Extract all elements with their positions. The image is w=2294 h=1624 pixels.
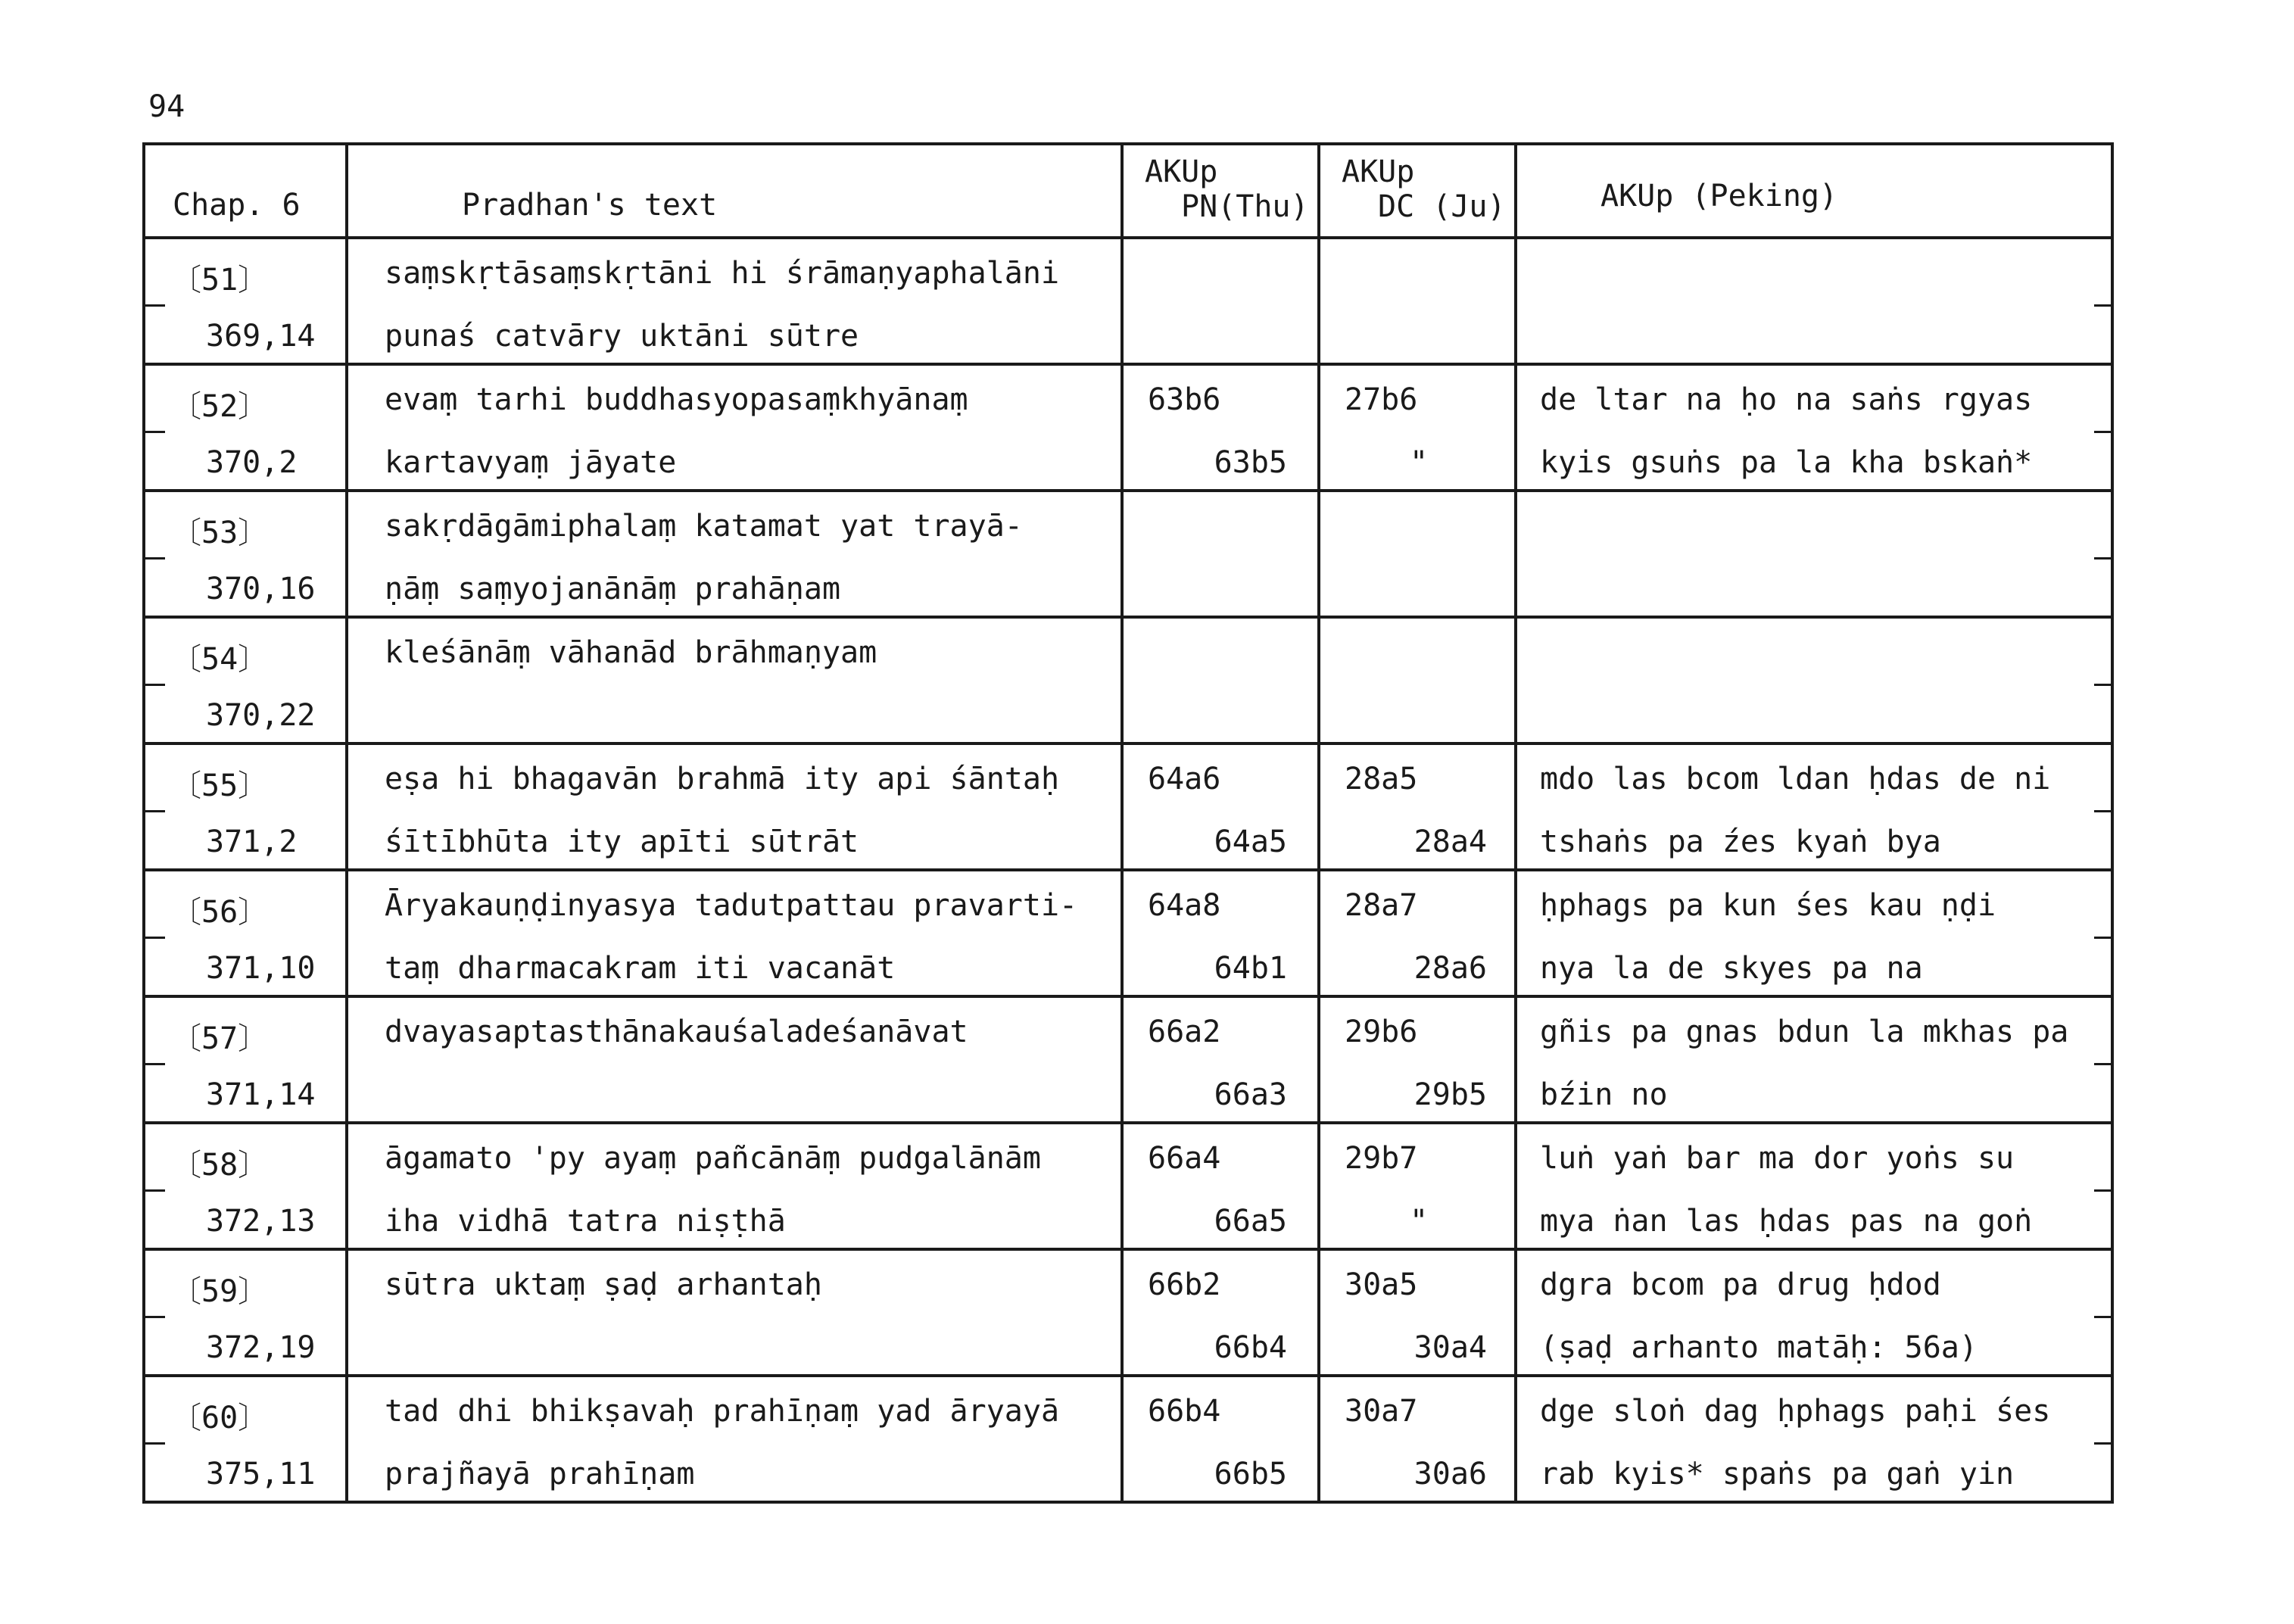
section-number: 〔57〕 (171, 1021, 269, 1056)
text-line-1: sūtra uktaṃ ṣaḍ arhantaḥ (385, 1267, 822, 1302)
page-line-ref: 371,14 (206, 1077, 316, 1112)
margin-tick (142, 304, 165, 307)
margin-tick (2094, 1189, 2114, 1192)
dc-ref-1: 28a5 (1345, 762, 1418, 796)
chap-cell (144, 1123, 347, 1249)
tibetan-line-2: nya la de skyes pa na (1540, 951, 1923, 986)
text-line-2: śītībhūta ity apīti sūtrāt (385, 824, 859, 859)
text-line-1: Āryakauṇḍinyasya tadutpattau pravarti- (385, 888, 1078, 923)
pradhan-text-cell (347, 364, 1122, 491)
margin-tick (2094, 1442, 2114, 1445)
section-number: 〔60〕 (171, 1401, 269, 1435)
pn-ref-1: 66b2 (1148, 1267, 1221, 1302)
akup-pn-cell (1122, 870, 1319, 996)
tibetan-line-1: dgra bcom pa drug ḥdod (1540, 1267, 1941, 1302)
pn-ref-2: 66a3 (1214, 1077, 1287, 1112)
section-number: 〔52〕 (171, 389, 269, 424)
tibetan-line-2: mya ṅan las ḥdas pas na goṅ (1540, 1204, 2033, 1239)
dc-ref-1: 28a7 (1345, 888, 1418, 923)
tibetan-line-2: (ṣaḍ arhanto matāḥ: 56a) (1540, 1330, 1978, 1365)
dc-ref-2: " (1410, 1204, 1429, 1239)
tibetan-line-1: luṅ yaṅ bar ma dor yoṅs su (1540, 1141, 2015, 1176)
margin-tick (2094, 431, 2114, 433)
text-line-1: āgamato 'py ayaṃ pañcānāṃ pudgalānām (385, 1141, 1041, 1176)
pn-ref-2: 63b5 (1214, 445, 1287, 480)
akup-pn-cell (1122, 1123, 1319, 1249)
akup-peking-cell (1516, 870, 2112, 996)
section-number: 〔59〕 (171, 1274, 269, 1309)
pradhan-text-cell (347, 491, 1122, 617)
akup-peking-cell (1516, 743, 2112, 870)
pn-ref-1: 64a8 (1148, 888, 1221, 923)
text-line-1: eṣa hi bhagavān brahmā ity api śāntaḥ (385, 762, 1060, 796)
tibetan-line-1: dge sloṅ dag ḥphags paḥi śes (1540, 1394, 2051, 1429)
margin-tick (142, 1189, 165, 1192)
section-number: 〔51〕 (171, 263, 269, 298)
akup-pn-cell (1122, 1249, 1319, 1376)
dc-ref-1: 30a5 (1345, 1267, 1418, 1302)
chap-cell (144, 743, 347, 870)
dc-ref-1: 29b7 (1345, 1141, 1418, 1176)
margin-tick (2094, 557, 2114, 560)
akup-peking-cell (1516, 996, 2112, 1123)
pradhan-text-cell (347, 238, 1122, 364)
table-row (144, 364, 2112, 491)
margin-tick (2094, 684, 2114, 686)
tibetan-line-2: rab kyis* spaṅs pa gaṅ yin (1540, 1457, 2015, 1492)
pn-ref-2: 66a5 (1214, 1204, 1287, 1239)
page-line-ref: 369,14 (206, 319, 316, 354)
text-line-2: kartavyaṃ jāyate (385, 445, 677, 480)
pradhan-text-cell (347, 1376, 1122, 1502)
akup-pn-cell (1122, 1376, 1319, 1502)
pn-ref-2: 64b1 (1214, 951, 1287, 986)
dc-ref-2: 30a6 (1413, 1457, 1487, 1492)
akup-pn-cell (1122, 364, 1319, 491)
margin-tick (2094, 937, 2114, 939)
text-line-2: taṃ dharmacakram iti vacanāt (385, 951, 896, 986)
pn-ref-1: 64a6 (1148, 762, 1221, 796)
chap-cell (144, 364, 347, 491)
pn-ref-2: 64a5 (1214, 824, 1287, 859)
text-line-2: punaś catvāry uktāni sūtre (385, 319, 859, 354)
chap-cell (144, 617, 347, 743)
text-line-1: dvayasaptasthānakauśaladeśanāvat (385, 1015, 968, 1049)
akup-dc-cell (1319, 743, 1516, 870)
margin-tick (2094, 1063, 2114, 1065)
margin-tick (2094, 1316, 2114, 1318)
text-line-1: evaṃ tarhi buddhasyopasaṃkhyānaṃ (385, 382, 968, 417)
akup-dc-cell (1319, 1123, 1516, 1249)
chap-cell (144, 238, 347, 364)
header-pradhan-text: Pradhan's text (347, 144, 1122, 238)
section-number: 〔55〕 (171, 768, 269, 803)
header-chap: Chap. 6 (144, 144, 347, 238)
header-akup-peking: AKUp (Peking) (1516, 144, 2112, 238)
pn-ref-1: 66a4 (1148, 1141, 1221, 1176)
pradhan-text-cell (347, 1249, 1122, 1376)
text-line-2: ṇāṃ saṃyojanānāṃ prahāṇam (385, 572, 841, 606)
pn-ref-2: 66b5 (1214, 1457, 1287, 1492)
page-line-ref: 375,11 (206, 1457, 316, 1492)
page-line-ref: 370,16 (206, 572, 316, 606)
akup-peking-cell (1516, 238, 2112, 364)
page-line-ref: 371,10 (206, 951, 316, 986)
margin-tick (142, 1442, 165, 1445)
akup-peking-cell (1516, 617, 2112, 743)
section-number: 〔53〕 (171, 516, 269, 550)
akup-pn-cell (1122, 491, 1319, 617)
akup-pn-cell (1122, 996, 1319, 1123)
dc-ref-1: 30a7 (1345, 1394, 1418, 1429)
header-row (144, 144, 2112, 238)
text-line-2: prajñayā prahīṇam (385, 1457, 695, 1492)
dc-ref-2: 28a4 (1413, 824, 1487, 859)
margin-tick (142, 810, 165, 812)
margin-tick (142, 431, 165, 433)
margin-tick (142, 1316, 165, 1318)
chap-cell (144, 1249, 347, 1376)
tibetan-line-1: gñis pa gnas bdun la mkhas pa (1540, 1015, 2069, 1049)
text-line-1: tad dhi bhikṣavaḥ prahīṇaṃ yad āryayā (385, 1394, 1060, 1429)
akup-dc-cell (1319, 996, 1516, 1123)
text-line-1: kleśānāṃ vāhanād brāhmaṇyam (385, 635, 877, 670)
page-line-ref: 372,19 (206, 1330, 316, 1365)
akup-pn-cell (1122, 617, 1319, 743)
table-row (144, 1123, 2112, 1249)
akup-pn-cell (1122, 238, 1319, 364)
pradhan-text-cell (347, 870, 1122, 996)
dc-ref-2: " (1410, 445, 1429, 480)
page-line-ref: 372,13 (206, 1204, 316, 1239)
header-akup-dc: AKUp DC (Ju) (1319, 144, 1516, 238)
table-row (144, 1249, 2112, 1376)
table-row (144, 617, 2112, 743)
tibetan-line-1: ḥphags pa kun śes kau ṇḍi (1540, 888, 1996, 923)
chap-cell (144, 870, 347, 996)
pn-ref-1: 63b6 (1148, 382, 1221, 417)
tibetan-line-2: kyis gsuṅs pa la kha bskaṅ* (1540, 445, 2033, 480)
section-number: 〔56〕 (171, 895, 269, 930)
akup-peking-cell (1516, 1123, 2112, 1249)
akup-peking-cell (1516, 364, 2112, 491)
akup-dc-cell (1319, 617, 1516, 743)
page-line-ref: 370,2 (206, 445, 298, 480)
margin-tick (142, 557, 165, 560)
table-row (144, 491, 2112, 617)
akup-peking-cell (1516, 491, 2112, 617)
table-row (144, 996, 2112, 1123)
section-number: 〔58〕 (171, 1148, 269, 1183)
section-number: 〔54〕 (171, 642, 269, 677)
table-row (144, 1376, 2112, 1502)
concordance-table (142, 142, 2114, 1504)
text-line-1: sakṛdāgāmiphalaṃ katamat yat trayā- (385, 509, 1023, 544)
table-row (144, 238, 2112, 364)
text-line-2: iha vidhā tatra niṣṭhā (385, 1204, 786, 1239)
akup-peking-cell (1516, 1376, 2112, 1502)
tibetan-line-1: de ltar na ḥo na saṅs rgyas (1540, 382, 2033, 417)
akup-peking-cell (1516, 1249, 2112, 1376)
tibetan-line-1: mdo las bcom ldan ḥdas de ni (1540, 762, 2051, 796)
table-row (144, 743, 2112, 870)
margin-tick (142, 1063, 165, 1065)
tibetan-line-2: tshaṅs pa źes kyaṅ bya (1540, 824, 1941, 859)
tibetan-line-2: bźin no (1540, 1077, 1668, 1112)
header-akup-pn: AKUp PN(Thu) (1122, 144, 1319, 238)
pn-ref-1: 66b4 (1148, 1394, 1221, 1429)
chap-cell (144, 996, 347, 1123)
dc-ref-2: 28a6 (1413, 951, 1487, 986)
dc-ref-2: 30a4 (1413, 1330, 1487, 1365)
akup-dc-cell (1319, 1376, 1516, 1502)
pradhan-text-cell (347, 743, 1122, 870)
margin-tick (142, 684, 165, 686)
pradhan-text-cell (347, 1123, 1122, 1249)
margin-tick (2094, 810, 2114, 812)
akup-dc-cell (1319, 491, 1516, 617)
margin-tick (142, 937, 165, 939)
akup-dc-cell (1319, 1249, 1516, 1376)
pradhan-text-cell (347, 617, 1122, 743)
akup-dc-cell (1319, 364, 1516, 491)
chap-cell (144, 1376, 347, 1502)
page-line-ref: 371,2 (206, 824, 298, 859)
pradhan-text-cell (347, 996, 1122, 1123)
page-number: 94 (148, 89, 185, 124)
pn-ref-1: 66a2 (1148, 1015, 1221, 1049)
akup-pn-cell (1122, 743, 1319, 870)
dc-ref-1: 27b6 (1345, 382, 1418, 417)
akup-dc-cell (1319, 238, 1516, 364)
dc-ref-2: 29b5 (1413, 1077, 1487, 1112)
margin-tick (2094, 304, 2114, 307)
text-line-1: saṃskṛtāsaṃskṛtāni hi śrāmaṇyaphalāni (385, 256, 1060, 291)
page-line-ref: 370,22 (206, 698, 316, 733)
akup-dc-cell (1319, 870, 1516, 996)
dc-ref-1: 29b6 (1345, 1015, 1418, 1049)
chap-cell (144, 491, 347, 617)
pn-ref-2: 66b4 (1214, 1330, 1287, 1365)
table-row (144, 870, 2112, 996)
